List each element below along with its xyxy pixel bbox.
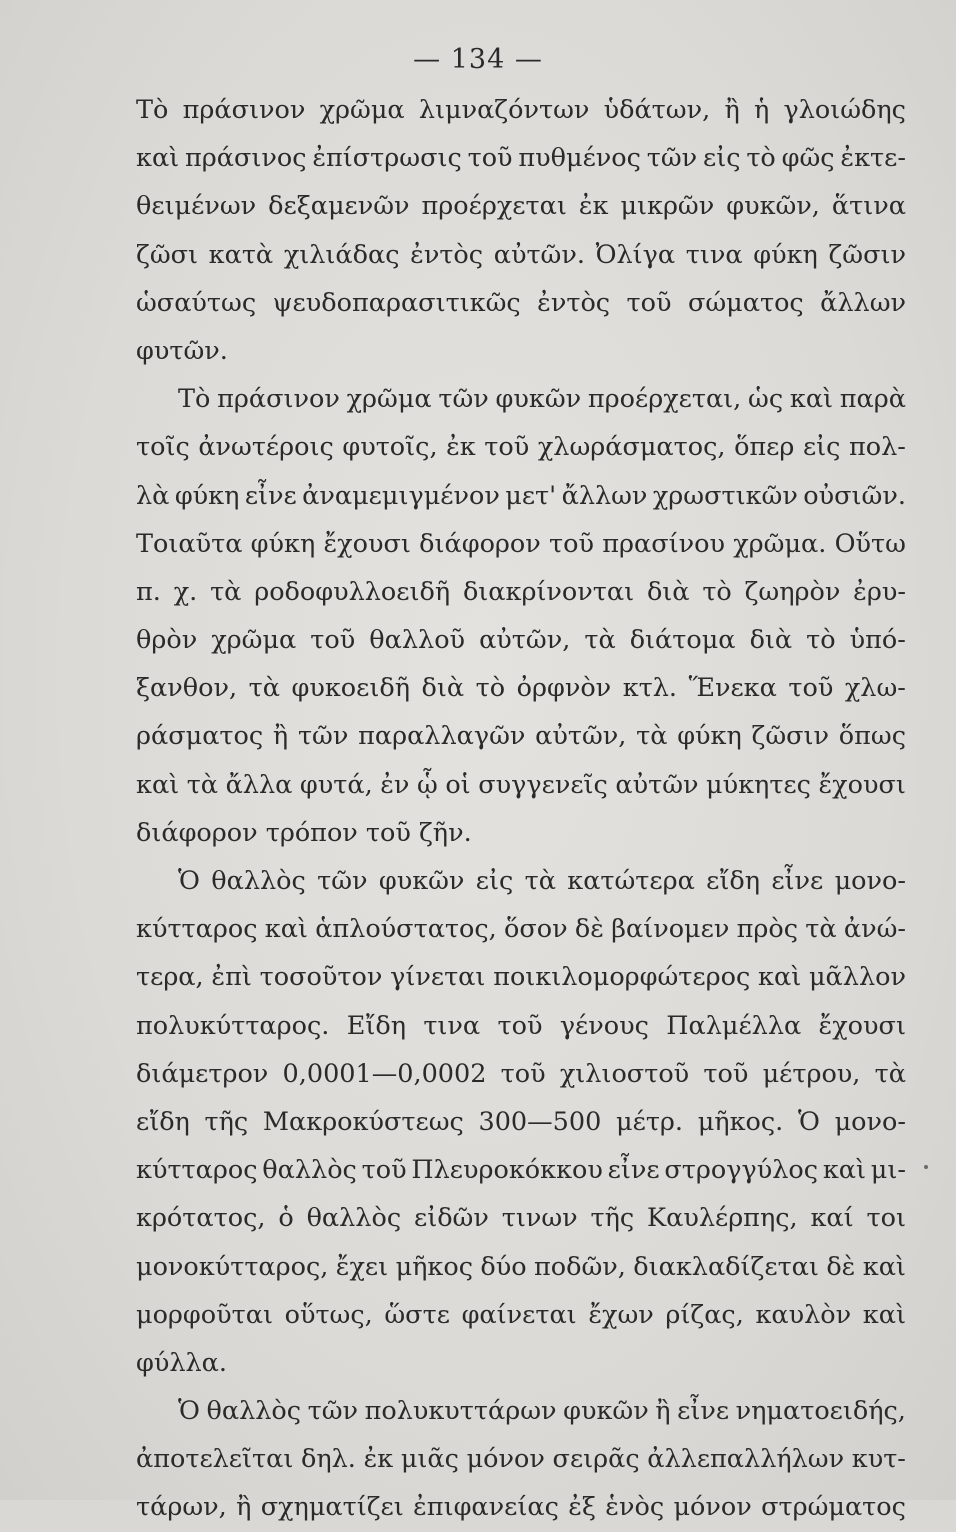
- text-line: φύλλα.: [136, 1347, 228, 1378]
- text-line: θρὸν χρῶμα τοῦ θαλλοῦ αὐτῶν, τὰ διάτομα διὰ τὸ ὑπό-: [136, 625, 906, 656]
- text-line: ἀποτελεῖται δηλ. ἐκ μιᾶς μόνον σειρᾶς ἀλλεπαλλήλων κυτ-: [136, 1444, 906, 1475]
- text-line: διάφορον τρόπον τοῦ ζῆν.: [136, 817, 472, 848]
- text-line: ὡσαύτως ψευδοπαρασιτικῶς ἐντὸς τοῦ σώματος ἄλλων: [136, 287, 906, 318]
- text-line: τάρων, ἢ σχηματίζει ἐπιφανείας ἐξ ἑνὸς μόνον στρώματος: [136, 1492, 906, 1523]
- text-line: θειμένων δεξαμενῶν προέρχεται ἐκ μικρῶν φυκῶν, ἅτινα: [136, 191, 906, 222]
- text-line: τοῖς ἀνωτέροις φυτοῖς, ἐκ τοῦ χλωράσματος, ὅπερ εἰς πολ-: [136, 432, 906, 463]
- text-line: ζῶσι κατὰ χιλιάδας ἐντὸς αὐτῶν. Ὀλίγα τινα φύκη ζῶσιν: [136, 239, 906, 270]
- text-line: Ὁ θαλλὸς τῶν φυκῶν εἰς τὰ κατώτερα εἴδη εἶνε μονο-: [178, 866, 906, 896]
- text-line: φυτῶν.: [136, 335, 228, 366]
- text-line: ράσματος ἢ τῶν παραλλαγῶν αὐτῶν, τὰ φύκη ζῶσιν ὅπως: [136, 721, 906, 752]
- text-line: εἴδη τῆς Μακροκύστεως 300—500 μέτρ. μῆκος. Ὁ μονο-: [136, 1106, 906, 1137]
- text-line: λὰ φύκη εἶνε ἀναμεμιγμένον μετ' ἄλλων χρωστικῶν οὐσιῶν.: [136, 480, 906, 511]
- text-line: ξανθον, τὰ φυκοειδῆ διὰ τὸ ὀρφνὸν κτλ. Ἕνεκα τοῦ χλω-: [136, 673, 906, 704]
- print-speck: [924, 1165, 928, 1169]
- text-line: μονοκύτταρος, ἔχει μῆκος δύο ποδῶν, διακλαδίζεται δὲ καὶ: [136, 1251, 906, 1282]
- text-line: πολυκύτταρος. Εἴδη τινα τοῦ γένους Παλμέλλα ἔχουσι: [136, 1010, 906, 1041]
- text-line: κύτταρος καὶ ἁπλούστατος, ὅσον δὲ βαίνομεν πρὸς τὰ ἀνώ-: [136, 914, 906, 945]
- text-line: μορφοῦται οὕτως, ὥστε φαίνεται ἔχων ρίζας, καυλὸν καὶ: [136, 1299, 906, 1330]
- text-line: κρότατος, ὁ θαλλὸς εἰδῶν τινων τῆς Καυλέρπης, καί τοι: [136, 1203, 906, 1234]
- text-line: τερα, ἐπὶ τοσοῦτον γίνεται ποικιλομορφώτερος καὶ μᾶλλον: [136, 962, 906, 993]
- text-line: π. χ. τὰ ροδοφυλλοειδῆ διακρίνονται διὰ τὸ ζωηρὸν ἐρυ-: [136, 576, 906, 607]
- text-line: διάμετρον 0,0001—0,0002 τοῦ χιλιοστοῦ τοῦ μέτρου, τὰ: [136, 1058, 906, 1089]
- text-line: Τὸ πράσινον χρῶμα λιμναζόντων ὑδάτων, ἢ ἡ γλοιώδης: [136, 95, 906, 125]
- text-line: Τὸ πράσινον χρῶμα τῶν φυκῶν προέρχεται, ὡς καὶ παρὰ: [178, 384, 906, 415]
- page-number: — 134 —: [413, 44, 543, 75]
- text-line: Ὁ θαλλὸς τῶν πολυκυττάρων φυκῶν ἢ εἶνε νηματοειδής,: [178, 1396, 906, 1427]
- text-line: κύτταρος θαλλὸς τοῦ Πλευροκόκκου εἶνε στρογγύλος καὶ μι-: [136, 1155, 906, 1186]
- text-line: καὶ τὰ ἄλλα φυτά, ἐν ᾧ οἱ συγγενεῖς αὐτῶν μύκητες ἔχουσι: [136, 769, 906, 800]
- text-line: Τοιαῦτα φύκη ἔχουσι διάφορον τοῦ πρασίνου χρῶμα. Οὕτω: [136, 528, 906, 559]
- body-text: [136, 86, 906, 1532]
- text-line: καὶ πράσινος ἐπίστρωσις τοῦ πυθμένος τῶν εἰς τὸ φῶς ἐκτε-: [136, 143, 906, 174]
